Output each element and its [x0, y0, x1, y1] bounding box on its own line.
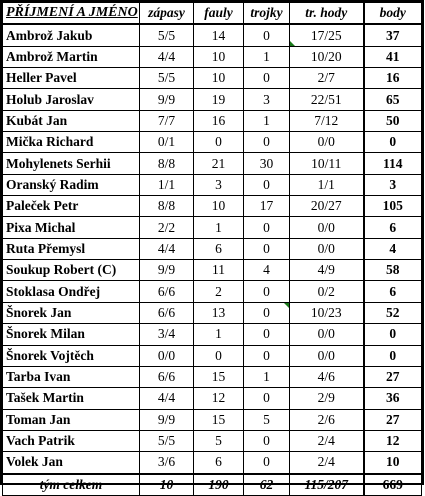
- cell-fauly: 6: [194, 238, 244, 259]
- cell-fauly: 13: [194, 302, 244, 323]
- cell-zapasy: 3/4: [140, 324, 194, 345]
- cell-trojky: 30: [244, 153, 290, 174]
- cell-trojky: 0: [244, 24, 290, 46]
- cell-fauly: 15: [194, 366, 244, 387]
- cell-trojky: 0: [244, 345, 290, 366]
- cell-body: 0: [364, 132, 422, 153]
- cell-body: 0: [364, 324, 422, 345]
- cell-body: 4: [364, 238, 422, 259]
- cell-trojky: 0: [244, 68, 290, 89]
- cell-tr-hody: 0/2: [290, 281, 364, 302]
- cell-fauly: 21: [194, 153, 244, 174]
- table-row: [3, 68, 422, 89]
- player-name: Šnorek Jan: [3, 302, 140, 323]
- cell-zapasy: 1/1: [140, 174, 194, 195]
- cell-body: 65: [364, 89, 422, 110]
- header-tr-hody: tr. hody: [290, 3, 364, 25]
- cell-tr-hody: 10/11: [290, 153, 364, 174]
- cell-tr-hody: 17/25: [290, 24, 364, 46]
- cell-tr-hody: 10/20: [290, 46, 364, 67]
- table-row: [3, 409, 422, 430]
- cell-zapasy: 5/5: [140, 24, 194, 46]
- player-name: Šnorek Milan: [3, 324, 140, 345]
- table-row: [3, 196, 422, 217]
- table-row: [3, 238, 422, 259]
- cell-tr-hody: 0/0: [290, 324, 364, 345]
- cell-body: 6: [364, 281, 422, 302]
- player-name: Mohylenets Serhii: [3, 153, 140, 174]
- player-name: Oranský Radim: [3, 174, 140, 195]
- cell-zapasy: 6/6: [140, 302, 194, 323]
- cell-zapasy: 9/9: [140, 89, 194, 110]
- player-name: Kubát Jan: [3, 110, 140, 131]
- total-zapasy: 10: [140, 474, 194, 496]
- table-row: [3, 89, 422, 110]
- total-trojky: 62: [244, 474, 290, 496]
- cell-body: 114: [364, 153, 422, 174]
- cell-trojky: 0: [244, 238, 290, 259]
- cell-zapasy: 0/0: [140, 345, 194, 366]
- cell-zapasy: 4/4: [140, 46, 194, 67]
- cell-tr-hody: 1/1: [290, 174, 364, 195]
- cell-fauly: 1: [194, 217, 244, 238]
- cell-tr-hody: 10/23: [290, 302, 364, 323]
- player-name: Heller Pavel: [3, 68, 140, 89]
- cell-tr-hody: 7/12: [290, 110, 364, 131]
- cell-tr-hody: 2/4: [290, 452, 364, 474]
- player-name: Ruta Přemysl: [3, 238, 140, 259]
- cell-fauly: 16: [194, 110, 244, 131]
- cell-zapasy: 4/4: [140, 238, 194, 259]
- table-row: [3, 281, 422, 302]
- player-name: Paleček Petr: [3, 196, 140, 217]
- comment-marker-icon: [290, 41, 295, 46]
- table-row: [3, 345, 422, 366]
- cell-trojky: 1: [244, 46, 290, 67]
- cell-fauly: 10: [194, 68, 244, 89]
- player-name: Ambrož Jakub: [3, 24, 140, 46]
- cell-trojky: 3: [244, 89, 290, 110]
- cell-zapasy: 5/5: [140, 68, 194, 89]
- cell-zapasy: 2/2: [140, 217, 194, 238]
- header-row: [3, 3, 422, 25]
- cell-trojky: 0: [244, 430, 290, 451]
- cell-body: 105: [364, 196, 422, 217]
- cell-zapasy: 9/9: [140, 409, 194, 430]
- player-name: Holub Jaroslav: [3, 89, 140, 110]
- cell-tr-hody: 2/9: [290, 388, 364, 409]
- table-row: [3, 174, 422, 195]
- cell-body: 3: [364, 174, 422, 195]
- cell-trojky: 0: [244, 388, 290, 409]
- cell-tr-hody: 0/0: [290, 345, 364, 366]
- cell-trojky: 0: [244, 174, 290, 195]
- cell-trojky: 0: [244, 324, 290, 345]
- cell-zapasy: 3/6: [140, 452, 194, 474]
- cell-fauly: 3: [194, 174, 244, 195]
- total-body: 669: [364, 474, 422, 496]
- table-row: [3, 452, 422, 474]
- cell-body: 10: [364, 452, 422, 474]
- table-row: [3, 110, 422, 131]
- cell-zapasy: 0/1: [140, 132, 194, 153]
- table-row: [3, 132, 422, 153]
- cell-tr-hody: 22/51: [290, 89, 364, 110]
- player-name: Stoklasa Ondřej: [3, 281, 140, 302]
- cell-body: 6: [364, 217, 422, 238]
- table-row: [3, 24, 422, 46]
- cell-fauly: 12: [194, 388, 244, 409]
- cell-zapasy: 6/6: [140, 281, 194, 302]
- total-fauly: 190: [194, 474, 244, 496]
- cell-fauly: 0: [194, 345, 244, 366]
- cell-body: 27: [364, 366, 422, 387]
- comment-marker-icon: [284, 303, 289, 308]
- table-row: [3, 260, 422, 281]
- cell-zapasy: 4/4: [140, 388, 194, 409]
- cell-zapasy: 6/6: [140, 366, 194, 387]
- cell-trojky: 0: [244, 217, 290, 238]
- cell-body: 41: [364, 46, 422, 67]
- cell-tr-hody: 0/0: [290, 238, 364, 259]
- cell-trojky: 0: [244, 132, 290, 153]
- header-zapasy: zápasy: [140, 3, 194, 25]
- player-name: Mička Richard: [3, 132, 140, 153]
- cell-body: 27: [364, 409, 422, 430]
- cell-zapasy: 5/5: [140, 430, 194, 451]
- cell-fauly: 11: [194, 260, 244, 281]
- table-row: [3, 46, 422, 67]
- cell-fauly: 15: [194, 409, 244, 430]
- cell-fauly: 10: [194, 196, 244, 217]
- cell-body: 50: [364, 110, 422, 131]
- cell-body: 12: [364, 430, 422, 451]
- cell-trojky: 0: [244, 281, 290, 302]
- cell-fauly: 0: [194, 132, 244, 153]
- cell-tr-hody: 0/0: [290, 217, 364, 238]
- table-row: [3, 324, 422, 345]
- cell-fauly: 14: [194, 24, 244, 46]
- cell-zapasy: 7/7: [140, 110, 194, 131]
- cell-zapasy: 8/8: [140, 153, 194, 174]
- cell-trojky: 17: [244, 196, 290, 217]
- cell-trojky: 0: [244, 452, 290, 474]
- cell-zapasy: 8/8: [140, 196, 194, 217]
- table-row: [3, 302, 422, 323]
- player-name: Toman Jan: [3, 409, 140, 430]
- table-row: [3, 388, 422, 409]
- cell-tr-hody: 4/6: [290, 366, 364, 387]
- player-name: Ambrož Martin: [3, 46, 140, 67]
- cell-body: 58: [364, 260, 422, 281]
- cell-tr-hody: 0/0: [290, 132, 364, 153]
- player-name: Pixa Michal: [3, 217, 140, 238]
- header-trojky: trojky: [244, 3, 290, 25]
- cell-body: 36: [364, 388, 422, 409]
- cell-tr-hody: 4/9: [290, 260, 364, 281]
- cell-fauly: 5: [194, 430, 244, 451]
- player-name: Soukup Robert (C): [3, 260, 140, 281]
- cell-body: 52: [364, 302, 422, 323]
- cell-tr-hody: 20/27: [290, 196, 364, 217]
- cell-fauly: 19: [194, 89, 244, 110]
- player-stats-table: [2, 2, 422, 496]
- player-name: Šnorek Vojtěch: [3, 345, 140, 366]
- player-name: Vach Patrik: [3, 430, 140, 451]
- cell-body: 37: [364, 24, 422, 46]
- player-rows: [3, 24, 422, 473]
- cell-body: 16: [364, 68, 422, 89]
- cell-trojky: 1: [244, 110, 290, 131]
- total-row: [3, 474, 422, 496]
- cell-tr-hody: 2/4: [290, 430, 364, 451]
- table-row: [3, 217, 422, 238]
- cell-fauly: 10: [194, 46, 244, 67]
- header-fauly: fauly: [194, 3, 244, 25]
- total-tr-hody: 115/207: [290, 474, 364, 496]
- table-row: [3, 153, 422, 174]
- table-row: [3, 366, 422, 387]
- cell-trojky: 0: [244, 302, 290, 323]
- cell-body: 0: [364, 345, 422, 366]
- cell-zapasy: 9/9: [140, 260, 194, 281]
- header-body: body: [364, 3, 422, 25]
- cell-trojky: 1: [244, 366, 290, 387]
- cell-tr-hody: 2/6: [290, 409, 364, 430]
- cell-trojky: 4: [244, 260, 290, 281]
- player-name: Volek Jan: [3, 452, 140, 474]
- header-name: PŘÍJMENÍ A JMÉNO: [3, 3, 140, 25]
- total-label: tým celkem: [3, 474, 140, 496]
- player-name: Tašek Martin: [3, 388, 140, 409]
- cell-trojky: 5: [244, 409, 290, 430]
- table-row: [3, 430, 422, 451]
- cell-tr-hody: 2/7: [290, 68, 364, 89]
- cell-fauly: 6: [194, 452, 244, 474]
- cell-fauly: 2: [194, 281, 244, 302]
- cell-fauly: 1: [194, 324, 244, 345]
- player-name: Tarba Ivan: [3, 366, 140, 387]
